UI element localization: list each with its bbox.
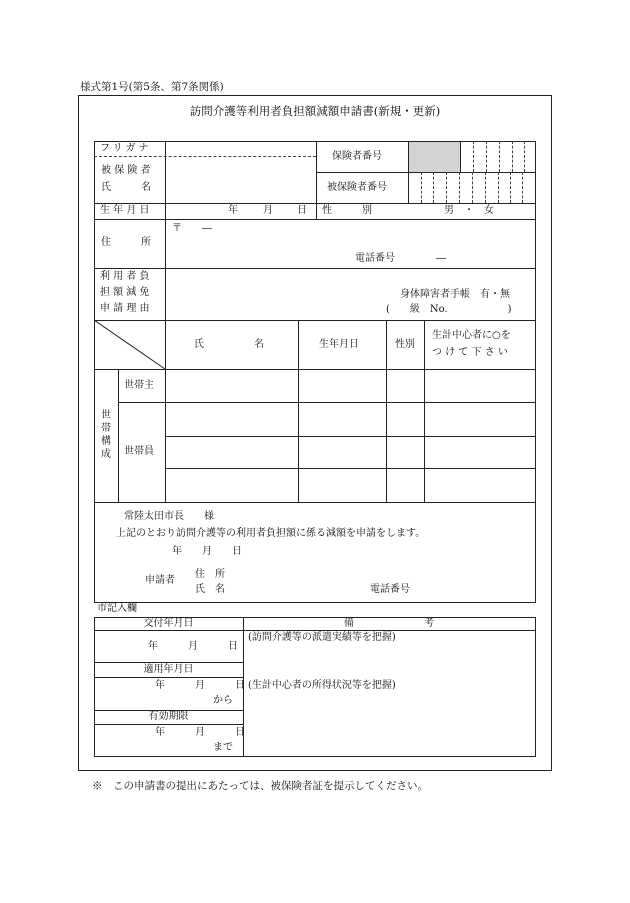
birth-month: 月 xyxy=(263,205,273,216)
reason-label-3: 申 請 理 由 xyxy=(100,303,150,314)
insurer-number-label: 保険者番号 xyxy=(332,151,382,162)
insured-number-label: 被保険者番号 xyxy=(327,182,387,193)
household-side-label: 世帯構成 xyxy=(101,410,111,460)
statement: 上記のとおり訪問介護等の利用者負担額に係る減額を申請をします。 xyxy=(116,528,426,539)
reason-label-2: 担 額 減 免 xyxy=(100,287,150,298)
issue-date-label: 交付年月日 xyxy=(143,618,194,629)
form-number: 様式第1号(第5条、第7条関係) xyxy=(80,81,224,93)
birth-year: 年 xyxy=(228,205,238,216)
household-birth-header: 生年月日 xyxy=(319,339,359,350)
remarks-label: 備 考 xyxy=(344,618,434,629)
declaration-date: 年 月 日 xyxy=(172,546,242,557)
effective-date-ymd: 年 月 日 xyxy=(155,680,245,691)
insured-name-label-1: 被 保 険 者 xyxy=(101,165,151,176)
furigana-label: フリガナ xyxy=(100,143,152,154)
footnote: ※ この申請書の提出にあたっては、被保険者証を提示してください。 xyxy=(92,780,428,792)
office-heading: 市記入欄 xyxy=(97,603,137,614)
effective-from: から xyxy=(213,695,233,706)
remark-1: (訪問介護等の派遣実績等を把握) xyxy=(248,632,396,643)
phone-dash: ― xyxy=(436,253,446,264)
effective-date-label: 適用年月日 xyxy=(143,664,194,675)
form-title: 訪問介護等利用者負担額減額申請書(新規・更新) xyxy=(189,104,441,118)
expiry-label: 有効期限 xyxy=(148,711,189,722)
applicant-phone-label: 電話番号 xyxy=(370,584,410,595)
remark-2: (生計中心者の所得状況等を把握) xyxy=(248,680,396,691)
address-label: 住 所 xyxy=(101,237,151,248)
reason-label-1: 利 用 者 負 xyxy=(100,271,150,282)
issue-date-ymd: 年 月 日 xyxy=(148,641,238,652)
postal-mark: 〒 ― xyxy=(172,223,212,234)
household-name-header: 氏 名 xyxy=(194,339,264,350)
household-head-label: 世帯主 xyxy=(124,380,154,391)
household-note-header-2: つ け て 下 さ い xyxy=(432,347,508,358)
expiry-ymd: 年 月 日 xyxy=(155,727,245,738)
addressee: 常陸太田市長 様 xyxy=(124,511,214,522)
birth-date-label: 生 年 月 日 xyxy=(100,205,150,216)
applicant-label: 申請者 xyxy=(145,575,175,586)
applicant-address-label: 住 所 xyxy=(195,569,225,580)
disability-book: 身体障害者手帳 有・無 xyxy=(400,289,510,300)
phone-label: 電話番号 xyxy=(355,253,395,264)
corner-diagonal xyxy=(94,320,166,370)
expiry-until: まで xyxy=(213,742,233,753)
insured-name-label-2: 氏 名 xyxy=(101,182,151,193)
applicant-name-label: 氏 名 xyxy=(195,584,225,595)
gender-label: 性 別 xyxy=(322,205,372,216)
household-member-label: 世帯員 xyxy=(124,446,154,457)
birth-day: 日 xyxy=(297,205,307,216)
household-gender-header: 性別 xyxy=(395,339,415,350)
disability-grade: ( 級 No. ) xyxy=(386,304,512,315)
household-note-header-1: 生計中心者に○を xyxy=(432,330,511,341)
gender-options: 男 ・ 女 xyxy=(444,205,494,216)
